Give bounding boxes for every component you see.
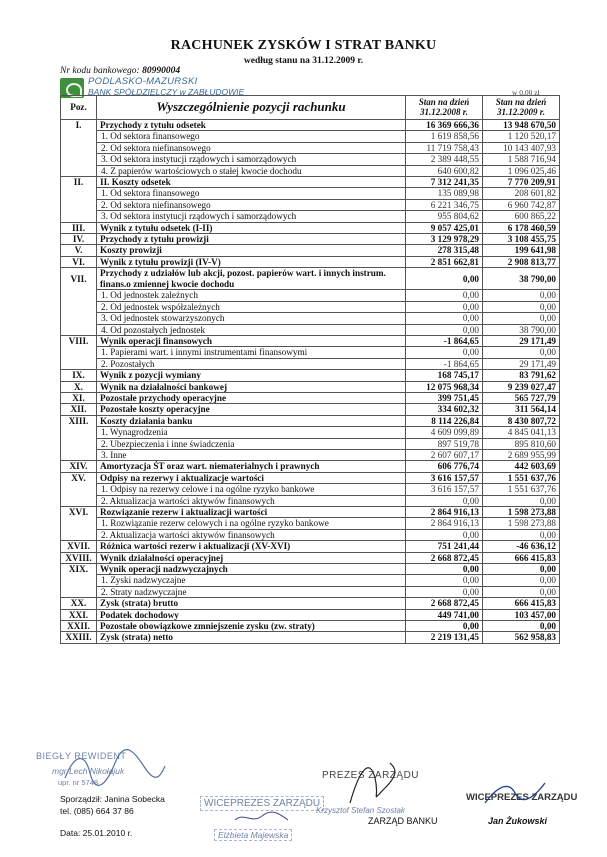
row-position [61, 495, 97, 506]
table-row-main [61, 222, 560, 233]
row-label: Wynik z tytułu odsetek (I-II) [97, 222, 406, 233]
row-position [61, 131, 97, 142]
row-value-2009: 0,00 [483, 564, 560, 575]
row-value-2009: 666 415,83 [483, 598, 560, 609]
row-position: VIII. [61, 335, 97, 346]
row-value-2009: 0,00 [483, 621, 560, 632]
table-row-sub [61, 358, 560, 369]
report-date: Data: 25.01.2010 r. [60, 828, 133, 838]
row-value-2008: 2 851 662,81 [406, 256, 483, 267]
row-value-2008: 2 668 872,45 [406, 552, 483, 563]
row-value-2008: 16 369 666,36 [406, 120, 483, 131]
table-row-main [61, 177, 560, 188]
row-value-2008: 8 114 226,84 [406, 415, 483, 426]
table-row-main [61, 609, 560, 620]
row-label: Koszty działania banku [97, 415, 406, 426]
row-value-2009: 10 143 407,93 [483, 142, 560, 153]
row-value-2008: 0,00 [406, 268, 483, 290]
table-row-main [61, 381, 560, 392]
row-label: II. Koszty odsetek [97, 177, 406, 188]
row-position [61, 154, 97, 165]
row-value-2008: -1 864,65 [406, 358, 483, 369]
row-value-2008: 7 312 241,35 [406, 177, 483, 188]
table-row-main [61, 245, 560, 256]
president-signature [340, 758, 400, 808]
table-row-main [61, 415, 560, 426]
row-label: 1. Od jednostek zależnych [97, 290, 406, 301]
row-value-2008: 640 600,82 [406, 165, 483, 176]
row-position [61, 324, 97, 335]
table-row-sub [61, 575, 560, 586]
row-value-2009: 1 598 273,88 [483, 518, 560, 529]
row-label: 1. Papierami wart. i innymi instrumentami finansowymi [97, 347, 406, 358]
table-row-main [61, 621, 560, 632]
row-value-2009: 2 689 955,99 [483, 449, 560, 460]
row-value-2008: 0,00 [406, 529, 483, 540]
row-value-2009: 311 564,14 [483, 404, 560, 415]
row-label: 3. Od jednostek stowarzyszonych [97, 313, 406, 324]
auditor-signature [60, 748, 170, 788]
row-value-2009: 0,00 [483, 290, 560, 301]
row-position [61, 142, 97, 153]
row-value-2009: 2 908 813,77 [483, 256, 560, 267]
row-label: Różnica wartości rezerw i aktualizacji (XV-XVI) [97, 541, 406, 552]
row-value-2009: 199 641,98 [483, 245, 560, 256]
row-label: 4. Z papierów wartościowych o stałej kwocie dochodu [97, 165, 406, 176]
header-2009: Stan na dzień 31.12.2009 r. [483, 96, 560, 120]
stamp-line-2: BANK SPÓŁDZIELCZY w ZABŁUDOWIE [88, 87, 245, 97]
row-value-2008: 0,00 [406, 290, 483, 301]
row-position [61, 313, 97, 324]
row-position [61, 575, 97, 586]
row-position [61, 211, 97, 222]
currency-unit: w 0,00 zł [512, 88, 540, 97]
row-value-2009: 9 239 027,47 [483, 381, 560, 392]
row-position: IX. [61, 370, 97, 381]
row-value-2009: 442 603,69 [483, 461, 560, 472]
header-poz: Poz. [61, 96, 97, 120]
row-value-2008: 9 057 425,01 [406, 222, 483, 233]
document-title: RACHUNEK ZYSKÓW I STRAT BANKU [170, 38, 437, 53]
row-label: Wynik z tytułu prowizji (IV-V) [97, 256, 406, 267]
row-label: Wynik operacji finansowych [97, 335, 406, 346]
row-value-2009: 600 865,22 [483, 211, 560, 222]
row-value-2009: 0,00 [483, 529, 560, 540]
row-value-2008: 606 776,74 [406, 461, 483, 472]
row-position [61, 529, 97, 540]
row-value-2009: 0,00 [483, 301, 560, 312]
stamp-line-1: PODLASKO-MAZURSKI [88, 76, 198, 87]
row-label: Wynik operacji nadzwyczajnych [97, 564, 406, 575]
table-row-main [61, 120, 560, 131]
row-label: Wynik działalności operacyjnej [97, 552, 406, 563]
table-row-main [61, 598, 560, 609]
table-row-sub [61, 324, 560, 335]
row-value-2008: 12 075 968,34 [406, 381, 483, 392]
row-value-2008: 751 241,44 [406, 541, 483, 552]
row-value-2008: 2 864 916,13 [406, 507, 483, 518]
phone: tel. (085) 664 37 86 [60, 806, 134, 816]
row-value-2008: 955 804,62 [406, 211, 483, 222]
row-value-2008: 3 616 157,57 [406, 484, 483, 495]
row-value-2008: 399 751,45 [406, 392, 483, 403]
row-value-2009: 8 430 807,72 [483, 415, 560, 426]
row-value-2009: 0,00 [483, 347, 560, 358]
table-row-sub [61, 449, 560, 460]
row-value-2008: 135 089,98 [406, 188, 483, 199]
row-position [61, 484, 97, 495]
row-value-2008: 2 607 607,17 [406, 449, 483, 460]
table-row-main [61, 404, 560, 415]
row-label: Pozostałe koszty operacyjne [97, 404, 406, 415]
table-row-sub [61, 347, 560, 358]
row-position: XX. [61, 598, 97, 609]
auditor-stamp-name: mgr Lech Nikołajuk [52, 766, 125, 776]
table-row-main [61, 370, 560, 381]
row-label: Odpisy na rezerwy i aktualizacje wartości [97, 472, 406, 483]
row-position [61, 518, 97, 529]
row-value-2008: 1 619 858,56 [406, 131, 483, 142]
income-statement-table [60, 95, 560, 644]
table-row-main [61, 461, 560, 472]
row-value-2009: 103 457,00 [483, 609, 560, 620]
row-position: V. [61, 245, 97, 256]
prepared-by: Sporządził: Janina Sobecka [60, 794, 165, 804]
row-label: Podatek dochodowy [97, 609, 406, 620]
table-row-main [61, 256, 560, 267]
row-value-2008: 334 602,32 [406, 404, 483, 415]
row-label: 3. Inne [97, 449, 406, 460]
row-value-2008: 0,00 [406, 324, 483, 335]
row-value-2009: 1 598 273,88 [483, 507, 560, 518]
row-value-2008: 11 719 758,43 [406, 142, 483, 153]
vp-right-name: Jan Żukowski [488, 816, 548, 826]
row-value-2008: 0,00 [406, 621, 483, 632]
row-label: 4. Od pozostałych jednostek [97, 324, 406, 335]
president-title: PREZES ZARZĄDU [322, 770, 420, 781]
table-row-sub [61, 188, 560, 199]
row-label: 1. Zyski nadzwyczajne [97, 575, 406, 586]
table-row-sub [61, 518, 560, 529]
row-value-2008: 897 519,78 [406, 438, 483, 449]
row-label: 2. Aktualizacja wartości aktywów finansowych [97, 529, 406, 540]
row-position [61, 301, 97, 312]
row-position [61, 165, 97, 176]
table-row-sub [61, 290, 560, 301]
document-subtitle: według stanu na 31.12.2009 r. [243, 56, 364, 66]
auditor-stamp-title: BIEGŁY REWIDENT [36, 751, 127, 761]
row-label: 3. Od sektora instytucji rządowych i samorządowych [97, 211, 406, 222]
table-row-sub [61, 484, 560, 495]
row-label: Wynik na działalności bankowej [97, 381, 406, 392]
row-position: XVIII. [61, 552, 97, 563]
row-value-2008: 0,00 [406, 301, 483, 312]
row-label: 1. Odpisy na rezerwy celowe i na ogólne ryzyko bankowe [97, 484, 406, 495]
row-value-2008: 3 616 157,57 [406, 472, 483, 483]
row-value-2009: 666 415,83 [483, 552, 560, 563]
row-position: XIII. [61, 415, 97, 426]
row-position: VII. [61, 268, 97, 290]
row-position: I. [61, 120, 97, 131]
row-position: X. [61, 381, 97, 392]
row-position: XIX. [61, 564, 97, 575]
row-value-2009: 0,00 [483, 586, 560, 597]
table-row-sub [61, 313, 560, 324]
row-label: Koszty prowizji [97, 245, 406, 256]
row-value-2009: 4 845 041,13 [483, 427, 560, 438]
table-row-sub [61, 427, 560, 438]
vp-left-title: WICEPREZES ZARZĄDU [200, 796, 324, 811]
row-value-2009: 0,00 [483, 495, 560, 506]
row-value-2009: 1 120 520,17 [483, 131, 560, 142]
row-position: IV. [61, 234, 97, 245]
row-position: XXII. [61, 621, 97, 632]
row-label: Rozwiązanie rezerw i aktualizacji wartości [97, 507, 406, 518]
row-value-2008: -1 864,65 [406, 335, 483, 346]
vp-right-title: WICEPREZES ZARZĄDU [466, 792, 578, 803]
row-value-2009: 3 108 455,75 [483, 234, 560, 245]
table-row-main [61, 507, 560, 518]
row-value-2008: 6 221 346,75 [406, 199, 483, 210]
row-value-2008: 2 864 916,13 [406, 518, 483, 529]
row-value-2008: 0,00 [406, 564, 483, 575]
row-position: XV. [61, 472, 97, 483]
row-label: 2. Pozostałych [97, 358, 406, 369]
auditor-stamp-reg: upr. nr 5748 [58, 778, 99, 787]
row-label: Przychody z tytułu odsetek [97, 120, 406, 131]
row-label: Amortyzacja ŚT oraz wart. niematerialnych i prawnych [97, 461, 406, 472]
row-value-2008: 2 219 131,45 [406, 632, 483, 643]
row-position: VI. [61, 256, 97, 267]
row-value-2008: 3 129 978,29 [406, 234, 483, 245]
row-value-2009: 208 601,82 [483, 188, 560, 199]
bank-code-value: 80990004 [142, 66, 181, 76]
row-position: XI. [61, 392, 97, 403]
table-row-main [61, 234, 560, 245]
table-row-sub [61, 142, 560, 153]
vp-left-signature [232, 808, 292, 828]
row-value-2008: 0,00 [406, 313, 483, 324]
table-row-sub [61, 199, 560, 210]
row-label: 2. Od jednostek współzależnych [97, 301, 406, 312]
row-label: Pozostałe obowiązkowe zmniejszenie zysku (zw. straty) [97, 621, 406, 632]
table-row-sub [61, 438, 560, 449]
row-value-2009: 1 096 025,46 [483, 165, 560, 176]
row-label: 1. Wynagrodzenia [97, 427, 406, 438]
row-position [61, 586, 97, 597]
row-label: Wynik z pozycji wymiany [97, 370, 406, 381]
header-2008: Stan na dzień 31.12.2008 r. [406, 96, 483, 120]
row-label: Zysk (strata) brutto [97, 598, 406, 609]
row-label: 2. Aktualizacja wartości aktywów finansowych [97, 495, 406, 506]
row-position [61, 199, 97, 210]
row-position: III. [61, 222, 97, 233]
row-value-2009: 0,00 [483, 313, 560, 324]
row-value-2008: 2 389 448,55 [406, 154, 483, 165]
table-row-main [61, 564, 560, 575]
table-row-main [61, 472, 560, 483]
row-position: XIV. [61, 461, 97, 472]
table-row-sub [61, 165, 560, 176]
row-position [61, 347, 97, 358]
row-value-2009: 562 958,83 [483, 632, 560, 643]
row-value-2009: 0,00 [483, 575, 560, 586]
row-value-2009: 6 178 460,59 [483, 222, 560, 233]
table-row-sub [61, 131, 560, 142]
row-label: 1. Od sektora finansowego [97, 188, 406, 199]
table-row-sub [61, 529, 560, 540]
table-row-main [61, 632, 560, 643]
row-value-2009: 29 171,49 [483, 358, 560, 369]
row-label: 3. Od sektora instytucji rządowych i samorządowych [97, 154, 406, 165]
row-label: 2. Straty nadzwyczajne [97, 586, 406, 597]
row-position [61, 449, 97, 460]
row-label: Przychody z udziałów lub akcji, pozost. papierów wart. i innych instrum. finans.o zmiennej kwocie dochodu [97, 268, 406, 290]
row-value-2009: 38 790,00 [483, 268, 560, 290]
row-position: XVII. [61, 541, 97, 552]
row-value-2008: 0,00 [406, 347, 483, 358]
row-value-2009: 7 770 209,91 [483, 177, 560, 188]
table-row-sub [61, 211, 560, 222]
row-value-2009: 895 810,60 [483, 438, 560, 449]
row-value-2009: 1 551 637,76 [483, 484, 560, 495]
row-value-2008: 168 745,17 [406, 370, 483, 381]
row-value-2008: 0,00 [406, 586, 483, 597]
row-label: 2. Od sektora niefinansowego [97, 142, 406, 153]
row-value-2009: 1 551 637,76 [483, 472, 560, 483]
row-position [61, 438, 97, 449]
row-position: XXIII. [61, 632, 97, 643]
row-label: Przychody z tytułu prowizji [97, 234, 406, 245]
row-position: XII. [61, 404, 97, 415]
row-label: 1. Od sektora finansowego [97, 131, 406, 142]
row-position [61, 188, 97, 199]
row-value-2008: 2 668 872,45 [406, 598, 483, 609]
row-label: Zysk (strata) netto [97, 632, 406, 643]
table-row-sub [61, 495, 560, 506]
row-position: XXI. [61, 609, 97, 620]
bank-code [60, 66, 180, 76]
row-value-2008: 449 741,00 [406, 609, 483, 620]
row-value-2008: 0,00 [406, 495, 483, 506]
table-row-main [61, 335, 560, 346]
row-position: II. [61, 177, 97, 188]
row-value-2009: -46 636,12 [483, 541, 560, 552]
vp-left-name: Elżbieta Majewska [214, 829, 292, 841]
row-position [61, 290, 97, 301]
row-value-2009: 6 960 742,87 [483, 199, 560, 210]
table-row-sub [61, 154, 560, 165]
row-label: 1. Rozwiązanie rezerw celowych i na ogólne ryzyko bankowe [97, 518, 406, 529]
president-name: Krzysztof Stefan Szostak [316, 806, 405, 815]
row-position [61, 358, 97, 369]
row-value-2009: 565 727,79 [483, 392, 560, 403]
row-value-2008: 4 609 099,89 [406, 427, 483, 438]
row-label: 2. Ubezpieczenia i inne świadczenia [97, 438, 406, 449]
row-value-2009: 1 588 716,94 [483, 154, 560, 165]
board-label: ZARZĄD BANKU [368, 816, 438, 826]
header-description: Wyszczególnienie pozycji rachunku [97, 96, 406, 120]
row-value-2009: 13 948 670,50 [483, 120, 560, 131]
table-row-sub [61, 586, 560, 597]
vp-right-signature [480, 778, 550, 808]
row-position: XVI. [61, 507, 97, 518]
row-position [61, 427, 97, 438]
row-value-2009: 38 790,00 [483, 324, 560, 335]
table-row-main [61, 541, 560, 552]
row-label: 2. Od sektora niefinansowego [97, 199, 406, 210]
row-value-2009: 83 791,62 [483, 370, 560, 381]
table-row-main [61, 268, 560, 290]
table-row-main [61, 552, 560, 563]
row-value-2008: 0,00 [406, 575, 483, 586]
table-row-sub [61, 301, 560, 312]
row-value-2009: 29 171,49 [483, 335, 560, 346]
table-row-main [61, 392, 560, 403]
row-label: Pozostałe przychody operacyjne [97, 392, 406, 403]
bank-code-label: Nr kodu bankowego: [60, 66, 140, 76]
row-value-2008: 278 315,48 [406, 245, 483, 256]
